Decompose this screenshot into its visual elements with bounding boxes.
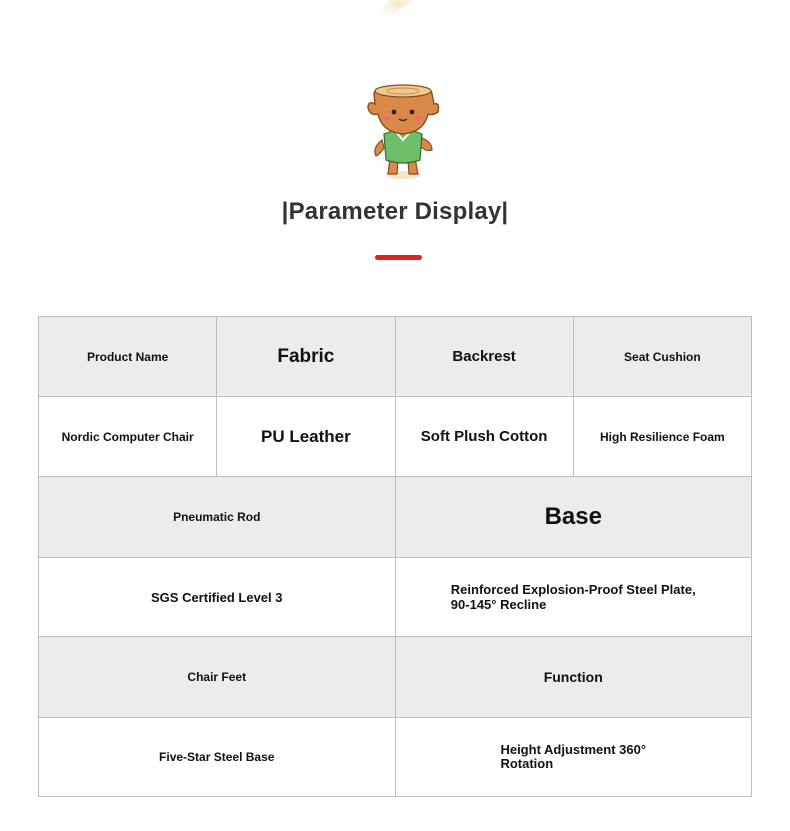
cell-fabric-label: Fabric — [217, 317, 395, 397]
table-row — [39, 558, 752, 637]
cell-backrest-label: Backrest — [396, 317, 574, 397]
function-value-line-2: Rotation — [500, 756, 554, 771]
cell-pneumatic-rod-value: SGS Certified Level 3 — [39, 558, 396, 637]
base-value-line-1: Reinforced Explosion-Proof Steel Plate, — [450, 582, 696, 597]
function-value-line-1: Height Adjustment 360° — [500, 742, 647, 757]
table-row — [39, 317, 752, 397]
cell-product-name-label: Product Name — [39, 317, 217, 397]
table-row — [39, 718, 752, 797]
cell-backrest-value: Soft Plush Cotton — [396, 397, 574, 477]
cell-base-value — [396, 558, 753, 637]
cell-chair-feet-value: Five-Star Steel Base — [39, 718, 396, 797]
cell-function-value — [396, 718, 753, 797]
cell-chair-feet-label: Chair Feet — [39, 637, 396, 718]
cell-seat-cushion-value: High Resilience Foam — [574, 397, 752, 477]
table-row — [39, 397, 752, 477]
table-row — [39, 637, 752, 718]
base-value-line-2: 90-145° Recline — [450, 597, 547, 612]
cell-product-name-value: Nordic Computer Chair — [39, 397, 217, 477]
title-underline — [375, 255, 422, 260]
tree-stump-mascot-icon — [360, 82, 446, 182]
function-value-text — [500, 743, 646, 771]
cell-fabric-value: PU Leather — [217, 397, 395, 477]
cell-seat-cushion-label: Seat Cushion — [574, 317, 752, 397]
base-value-text — [451, 582, 696, 612]
parameter-table — [38, 316, 752, 797]
cell-base-label: Base — [396, 477, 753, 558]
cell-function-label: Function — [396, 637, 753, 718]
table-row — [39, 477, 752, 558]
page-title: |Parameter Display| — [281, 198, 509, 225]
cell-pneumatic-rod-label: Pneumatic Rod — [39, 477, 396, 558]
decorative-glow — [330, 0, 420, 40]
